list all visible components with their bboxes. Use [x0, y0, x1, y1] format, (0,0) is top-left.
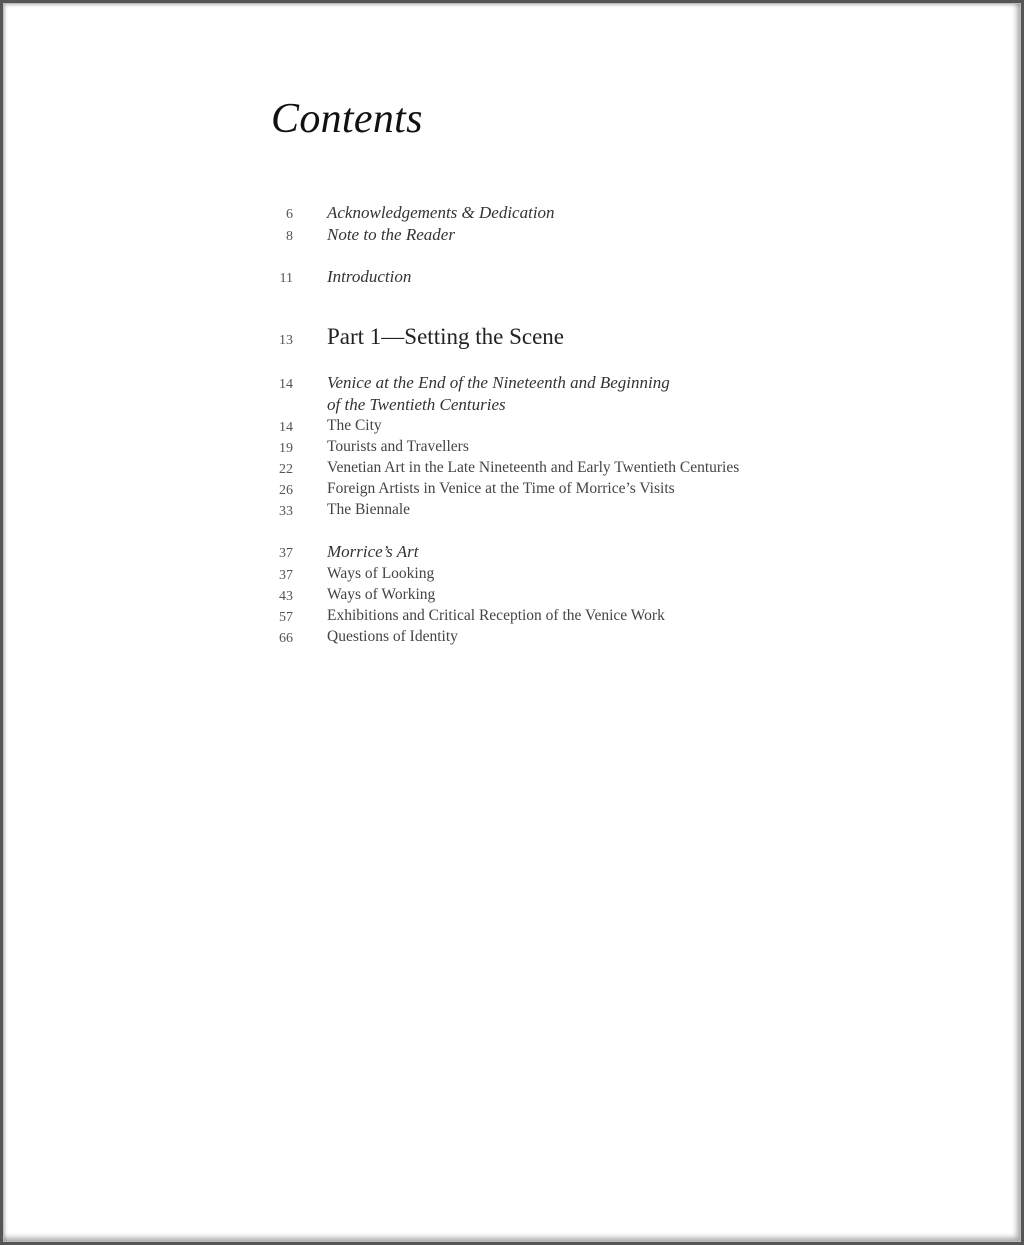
toc-section-heading[interactable] — [3, 374, 1024, 418]
toc-entry[interactable] — [3, 459, 1024, 481]
toc-page-number: 6 — [286, 207, 293, 222]
toc-part-label: Part 1—Setting the Scene — [327, 324, 564, 349]
toc-entry[interactable] — [3, 480, 1024, 502]
toc-page-number: 22 — [279, 462, 293, 477]
toc-entry-label: Questions of Identity — [327, 628, 458, 645]
toc-entry[interactable] — [3, 607, 1024, 629]
toc-entry[interactable] — [3, 628, 1024, 650]
toc-entry-label: Ways of Looking — [327, 565, 435, 582]
toc-page-number: 14 — [279, 420, 293, 435]
toc-page-number: 57 — [279, 610, 293, 625]
toc-section-heading[interactable] — [3, 543, 1024, 565]
toc-entry-label: Exhibitions and Critical Reception of the Venice Work — [327, 607, 665, 624]
toc-entry-label: Ways of Working — [327, 586, 436, 603]
toc-page-number: 37 — [279, 546, 293, 561]
toc-entry[interactable] — [3, 565, 1024, 587]
toc-page-number: 11 — [279, 271, 293, 286]
toc-entry-label: Note to the Reader — [327, 225, 455, 244]
toc-entry[interactable] — [3, 204, 1024, 226]
page-title: Contents — [271, 96, 423, 142]
toc-page-number: 19 — [279, 441, 293, 456]
toc-entry-label: Introduction — [327, 267, 412, 286]
toc-page-number: 8 — [286, 229, 293, 244]
toc-section-label-line1: Venice at the End of the Nineteenth and Beginning — [327, 373, 670, 392]
toc-entry[interactable] — [3, 268, 1024, 290]
toc-entry[interactable] — [3, 586, 1024, 608]
toc-page-number: 14 — [279, 377, 293, 392]
toc-page-number: 33 — [279, 504, 293, 519]
toc-page-number: 43 — [279, 589, 293, 604]
toc-entry[interactable] — [3, 501, 1024, 523]
toc-entry[interactable] — [3, 438, 1024, 460]
toc-entry-label: The City — [327, 417, 382, 434]
toc-page-number: 26 — [279, 483, 293, 498]
toc-page-number: 66 — [279, 631, 293, 646]
toc-entry[interactable] — [3, 226, 1024, 248]
toc-entry-label: Venetian Art in the Late Nineteenth and Early Twentieth Centuries — [327, 459, 740, 476]
toc-section-label-line2: of the Twentieth Centuries — [327, 395, 506, 414]
toc-entry[interactable] — [3, 417, 1024, 439]
toc-part-heading[interactable] — [3, 324, 1024, 352]
toc-page-number: 37 — [279, 568, 293, 583]
toc-entry-label: Acknowledgements & Dedication — [327, 203, 555, 222]
toc-section-label: Morrice’s Art — [327, 542, 419, 561]
toc-entry-label: Tourists and Travellers — [327, 438, 469, 455]
toc-entry-label: Foreign Artists in Venice at the Time of Morrice’s Visits — [327, 480, 675, 497]
toc-entry-label: The Biennale — [327, 501, 411, 518]
toc-page-number: 13 — [279, 333, 293, 348]
